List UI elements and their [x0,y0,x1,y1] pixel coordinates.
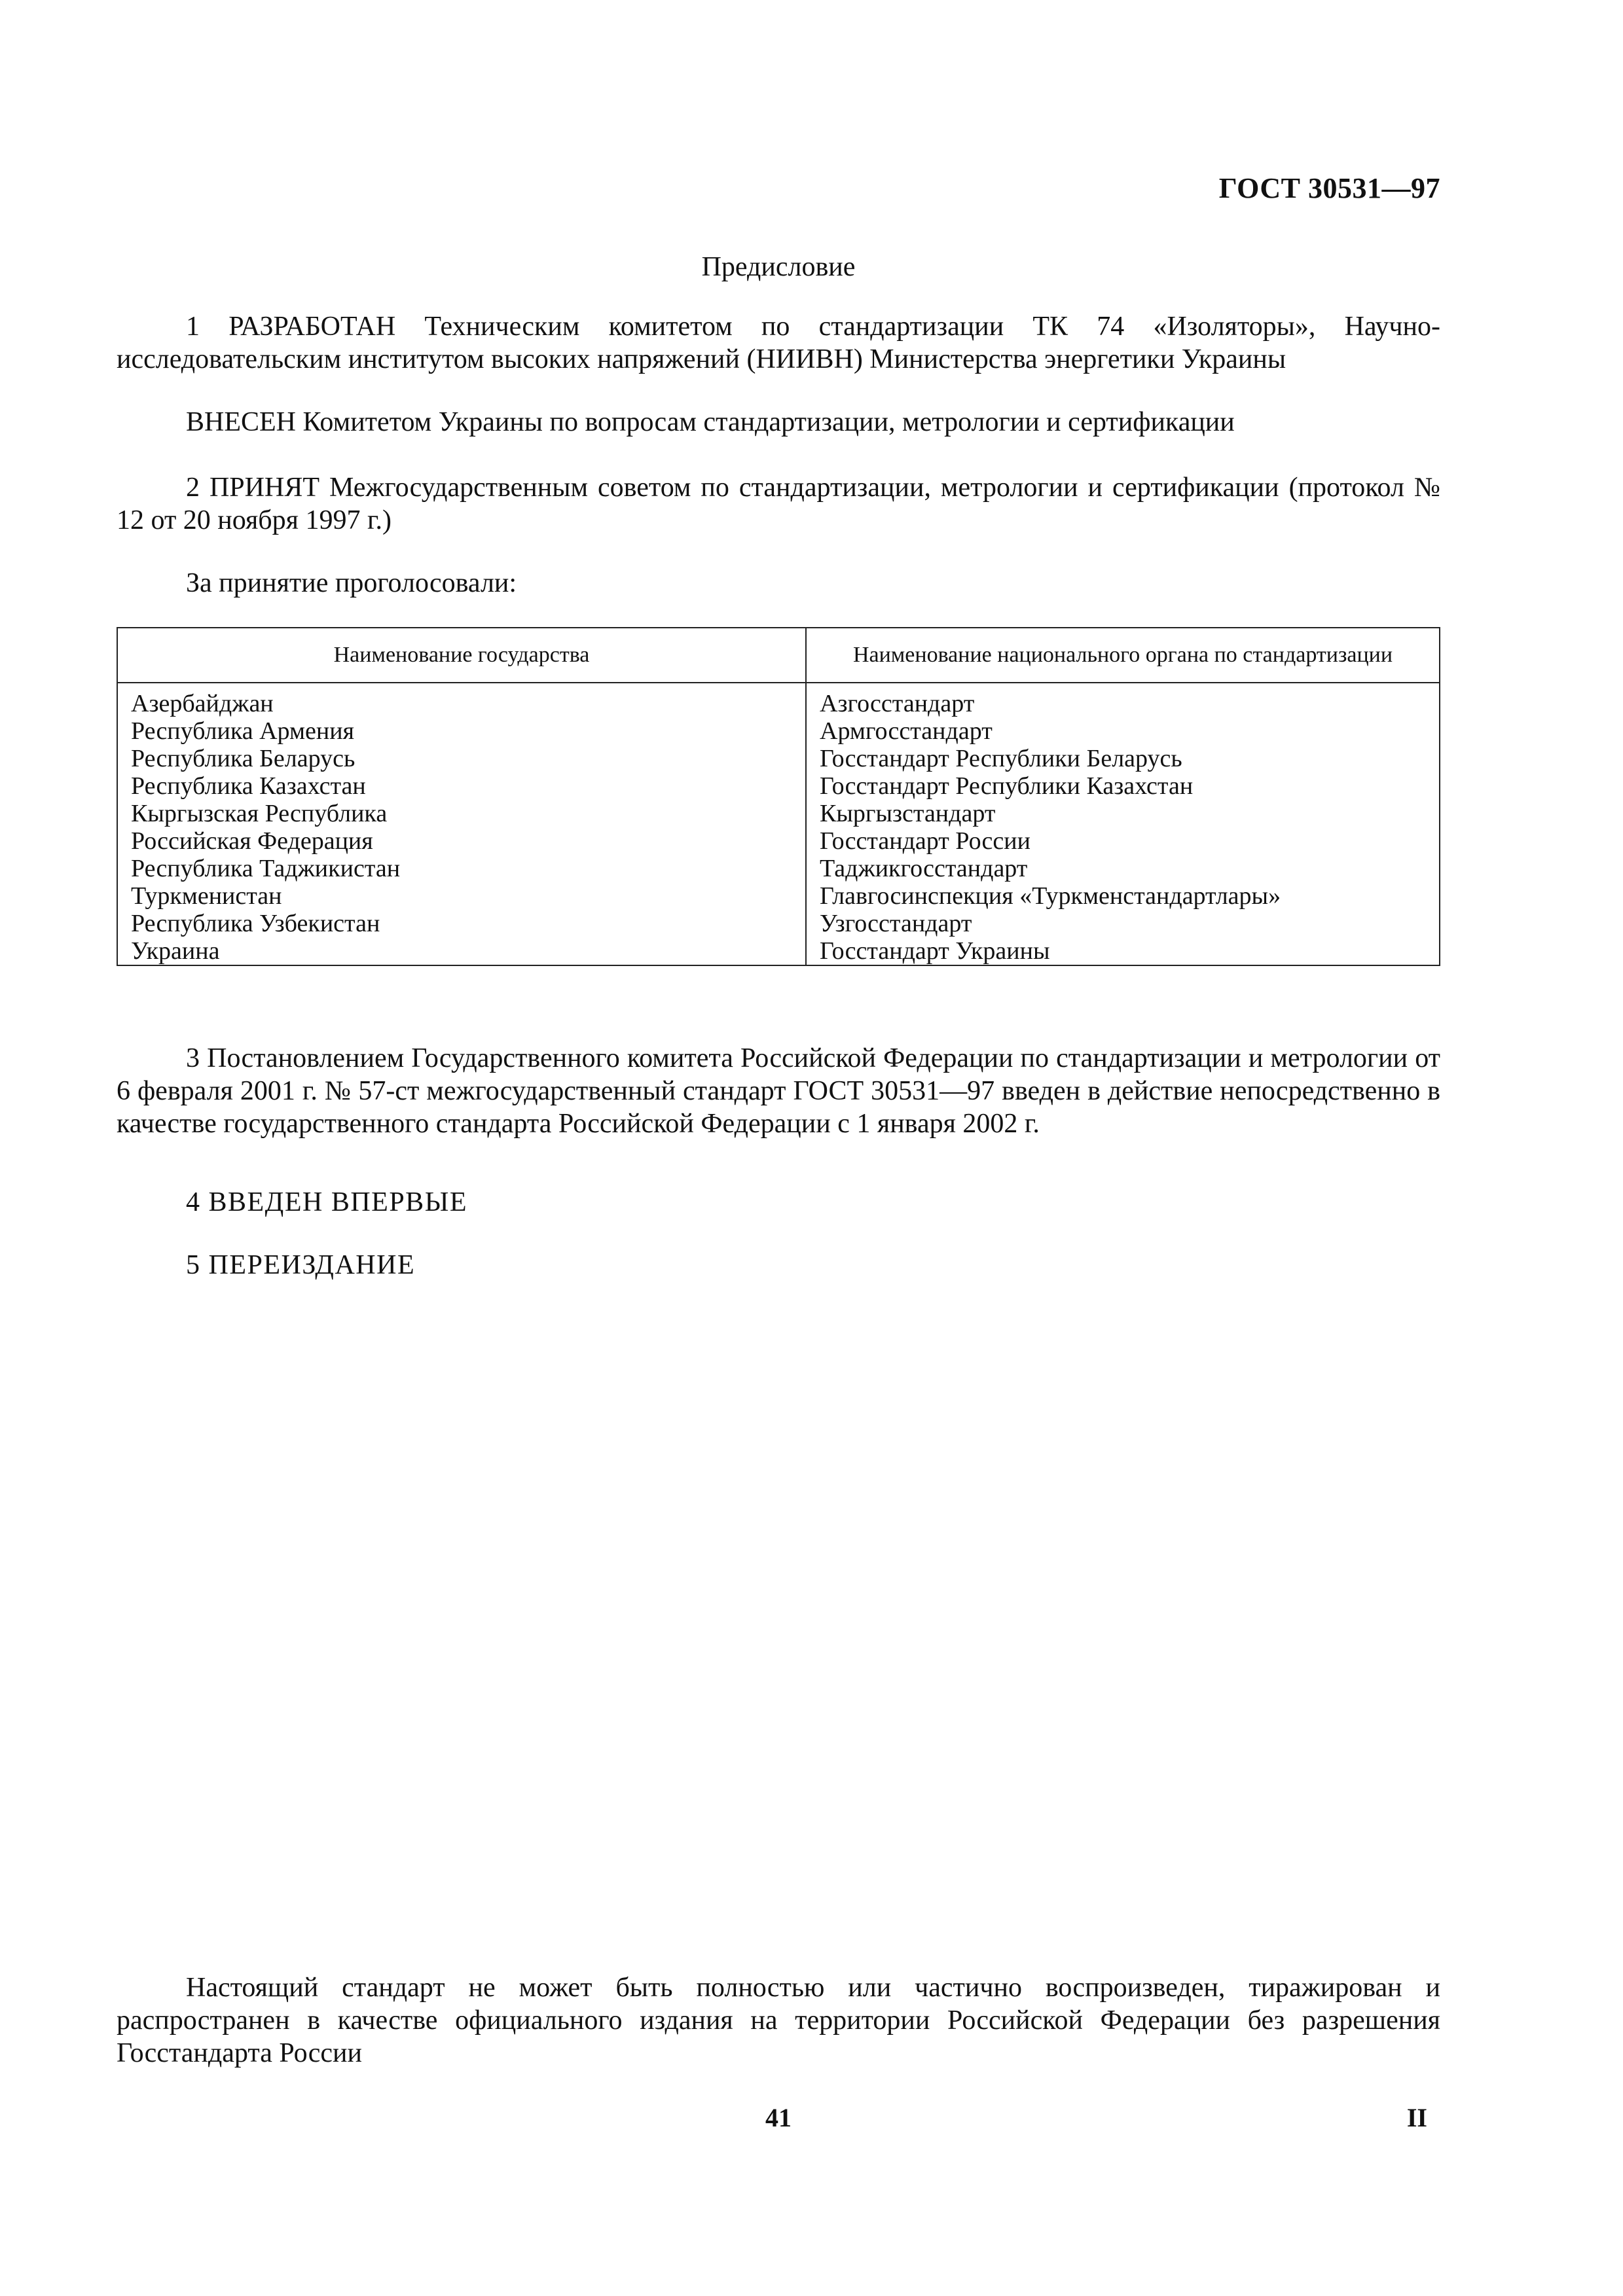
table-cell-state: Республика Узбекистан [131,910,380,937]
table-cell-state: Туркменистан [131,882,282,910]
table-cell-body: Госстандарт России [820,827,1030,855]
table-header-row [117,628,1440,683]
table-cell-body: Госстандарт Украины [820,937,1050,965]
table-column-states [117,683,806,965]
page-number: 41 [765,2103,792,2132]
table-cell-state: Республика Беларусь [131,745,356,772]
table-cell-state: Азербайджан [131,690,274,717]
table-cell-body: Таджикгосстандарт [820,855,1028,882]
table-cell-body: Главгосинспекция «Туркменстандартлары» [820,882,1281,910]
table-cell-body: Кыргызстандарт [820,800,996,827]
member-states-table [117,627,1440,966]
document-page [117,0,1440,2296]
paragraph-first-introduced: 4 ВВЕДЕН ВПЕРВЫЕ [186,1187,467,1217]
table-body-row [117,683,1440,965]
paragraph-voted-for: За принятие проголосовали: [186,568,517,598]
paragraph-introduced-by: ВНЕСЕН Комитетом Украины по вопросам стандартизации, метрологии и сертификации [186,407,1235,437]
table-column-bodies [806,683,1440,965]
table-cell-state: Республика Таджикистан [131,855,401,882]
table-cell-body: Госстандарт Республики Беларусь [820,745,1182,772]
document-code: ГОСТ 30531—97 [1218,172,1440,204]
paragraph-adopted-by: 2 ПРИНЯТ Межгосударственным советом по стандартизации, метрологии и сертификации (протокол № 12 от 20 ноября 1997 г.) [117,473,1440,535]
table-cell-body: Узгосстандарт [820,910,972,937]
table-cell-state: Кыргызская Республика [131,800,388,827]
table-cell-state: Российская Федерация [131,827,373,855]
table-cell-body: Армгосстандарт [820,717,993,745]
paragraph-enacted: 3 Постановлением Государственного комитета Российской Федерации по стандартизации и метрологии от 6 февраля 2001 г. № 57-ст межгосударственный стандарт ГОСТ 30531—97 введен в действие непосредственно в качестве государственного стандарта Российской Федерации с 1 января 2002 г. [117,1043,1440,1139]
paragraph-developed-by: 1 РАЗРАБОТАН Техническим комитетом по стандартизации ТК 74 «Изоляторы», Научно-исследовательским институтом высоких напряжений (НИИВН) Министерства энергетики Украины [117,312,1440,374]
copyright-notice: Настоящий стандарт не может быть полностью или частично воспроизведен, тиражирован и распространен в качестве официального издания на территории Российской Федерации без разрешения Госстандарта России [117,1973,1440,2068]
table-cell-state: Украина [131,937,220,965]
table-header-state: Наименование государства [117,628,806,683]
table-cell-state: Республика Армения [131,717,355,745]
table-cell-body: Азгосстандарт [820,690,975,717]
table-cell-body: Госстандарт Республики Казахстан [820,772,1194,800]
page-roman-numeral: II [1406,2103,1427,2132]
paragraph-reissue: 5 ПЕРЕИЗДАНИЕ [186,1250,416,1280]
table-header-body: Наименование национального органа по стандартизации [806,628,1440,683]
section-title: Предисловие [701,252,856,282]
table-cell-state: Республика Казахстан [131,772,366,800]
